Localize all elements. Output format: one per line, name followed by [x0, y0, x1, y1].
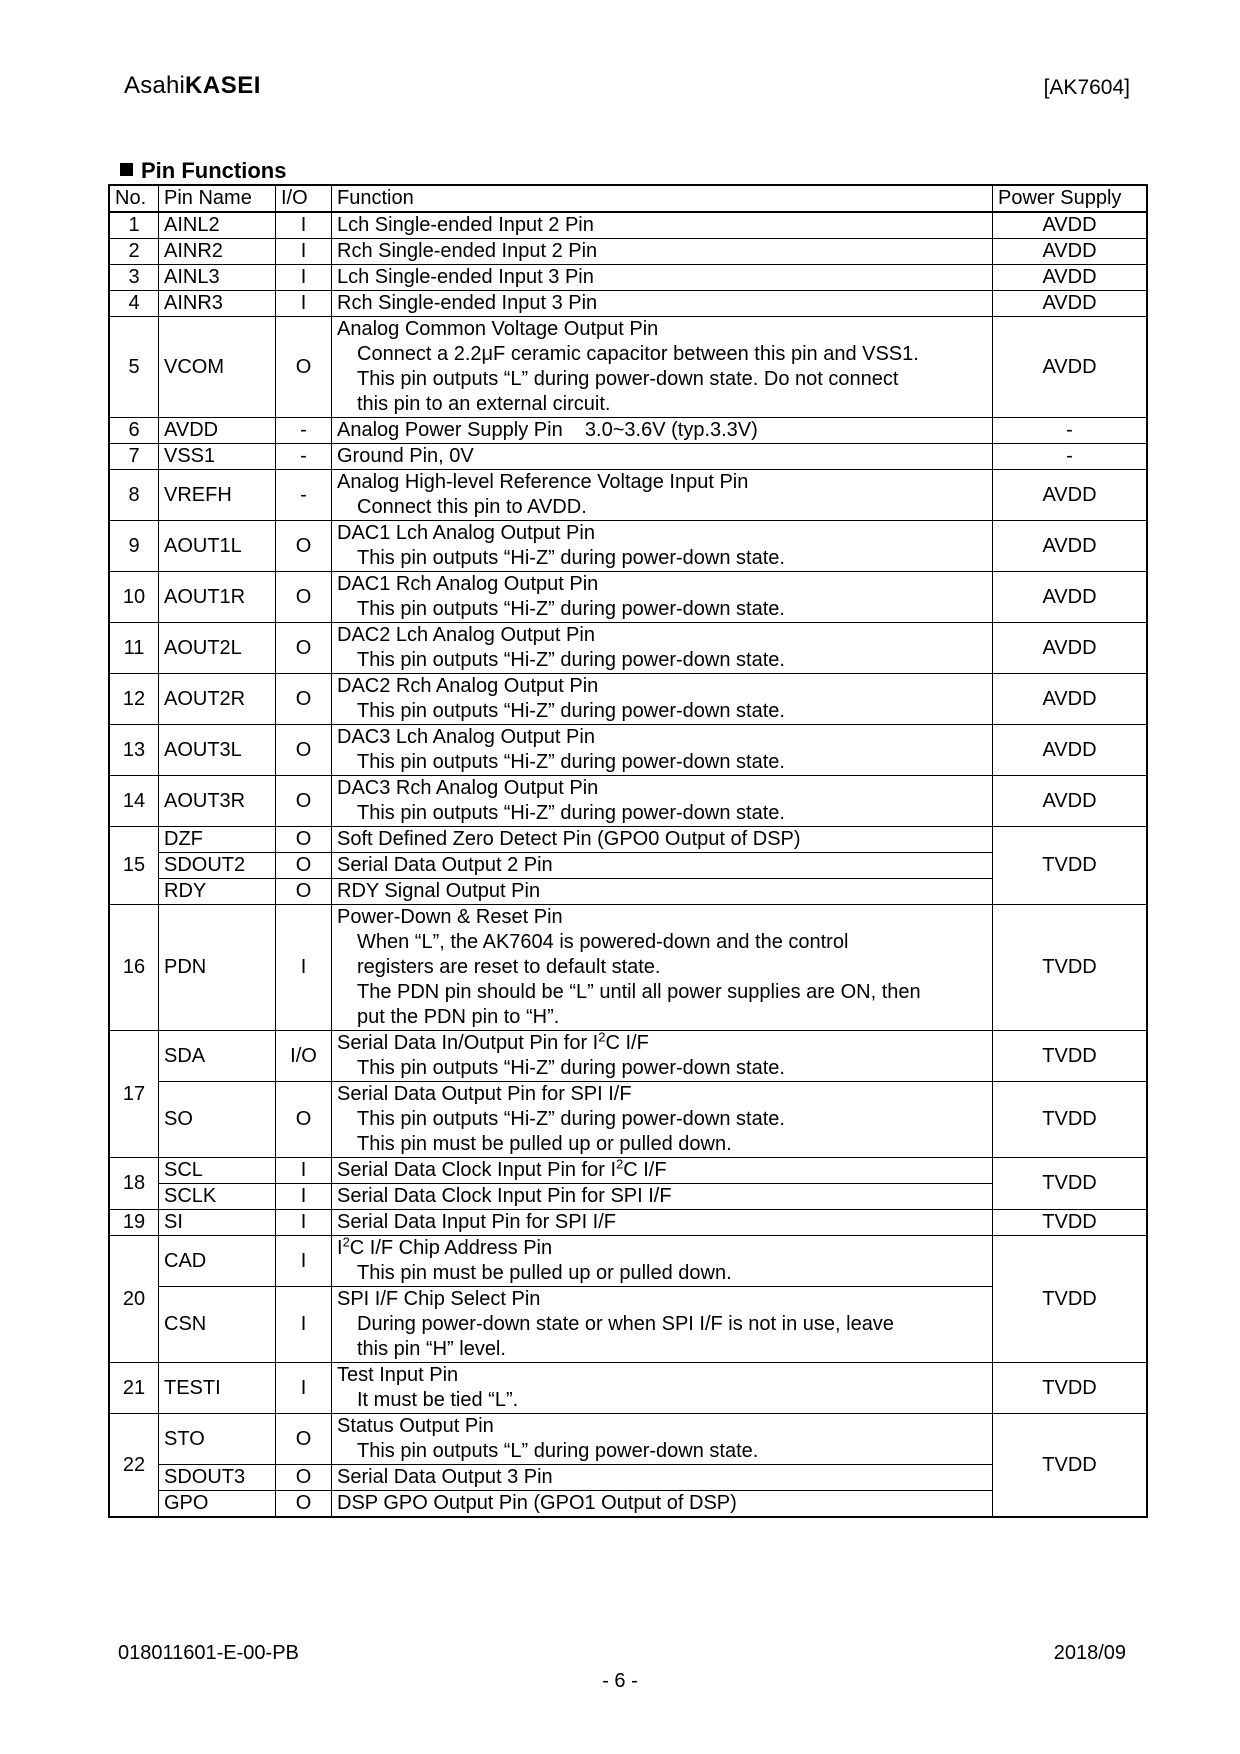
footer-date: 2018/09	[1053, 1642, 1126, 1664]
table-row: 5 VCOM O Analog Common Voltage Output Pin Connect a 2.2μF ceramic capacitor between this pin and VSS1. This pin outputs “L” during power-down state. Do not connect this pin to an external circuit. AVDD	[109, 317, 1147, 418]
function-cell: DAC1 Rch Analog Output Pin This pin outputs “Hi-Z” during power-down state.	[332, 572, 993, 623]
function-cell: Status Output Pin This pin outputs “L” during power-down state.	[332, 1414, 993, 1465]
table-row: 9 AOUT1L O DAC1 Lch Analog Output Pin This pin outputs “Hi-Z” during power-down state. AVDD	[109, 521, 1147, 572]
footer-doc-code: 018011601-E-00-PB	[118, 1642, 299, 1664]
col-no: No.	[109, 185, 159, 212]
table-row: 14 AOUT3R O DAC3 Rch Analog Output Pin This pin outputs “Hi-Z” during power-down state. AVDD	[109, 776, 1147, 827]
col-io: I/O	[276, 185, 332, 212]
table-row: SO O Serial Data Output Pin for SPI I/F This pin outputs “Hi-Z” during power-down state. This pin must be pulled up or pulled down. TVDD	[109, 1082, 1147, 1158]
table-row: 2 AINR2 I Rch Single-ended Input 2 Pin AVDD	[109, 239, 1147, 265]
table-row: 4 AINR3 I Rch Single-ended Input 3 Pin AVDD	[109, 291, 1147, 317]
table-row: 8 VREFH - Analog High-level Reference Voltage Input Pin Connect this pin to AVDD. AVDD	[109, 470, 1147, 521]
function-cell: Serial Data Clock Input Pin for $I^2C$ I/F	[332, 1158, 993, 1184]
page-number: - 6 -	[602, 1670, 638, 1692]
table-row: 1 AINL2 I Lch Single-ended Input 2 Pin AVDD	[109, 212, 1147, 239]
function-cell: DAC2 Rch Analog Output Pin This pin outputs “Hi-Z” during power-down state.	[332, 674, 993, 725]
table-row: 17 SDA I/O Serial Data In/Output Pin for $I^2C$ I/F This pin outputs “Hi-Z” during power-down state. TVDD	[109, 1031, 1147, 1082]
table-row: RDY O RDY Signal Output Pin	[109, 879, 1147, 905]
table-row: 6 AVDD - Analog Power Supply Pin 3.0~3.6V (typ.3.3V) -	[109, 418, 1147, 444]
table-row: SDOUT3 O Serial Data Output 3 Pin	[109, 1465, 1147, 1491]
section-title: Pin Functions	[120, 158, 286, 184]
table-row: 16 PDN I Power-Down & Reset Pin When “L”, the AK7604 is powered-down and the control registers are reset to default state. The PDN pin should be “L” until all power supplies are ON, then put the PDN pin to “H”. TVDD	[109, 905, 1147, 1031]
table-row: 12 AOUT2R O DAC2 Rch Analog Output Pin This pin outputs “Hi-Z” during power-down state. AVDD	[109, 674, 1147, 725]
table-row: 3 AINL3 I Lch Single-ended Input 3 Pin AVDD	[109, 265, 1147, 291]
function-cell: Test Input Pin It must be tied “L”.	[332, 1363, 993, 1414]
function-cell: Analog Common Voltage Output Pin Connect a 2.2μF ceramic capacitor between this pin and VSS1. This pin outputs “L” during power-down state. Do not connect this pin to an external circuit.	[332, 317, 993, 418]
function-cell: DAC3 Lch Analog Output Pin This pin outputs “Hi-Z” during power-down state.	[332, 725, 993, 776]
table-row: SCLK I Serial Data Clock Input Pin for SPI I/F	[109, 1184, 1147, 1210]
table-row: 7 VSS1 - Ground Pin, 0V -	[109, 444, 1147, 470]
bullet-square-icon	[120, 163, 133, 176]
col-pin-name: Pin Name	[159, 185, 276, 212]
table-row: GPO O DSP GPO Output Pin (GPO1 Output of DSP)	[109, 1491, 1147, 1518]
table-row: 11 AOUT2L O DAC2 Lch Analog Output Pin This pin outputs “Hi-Z” during power-down state. AVDD	[109, 623, 1147, 674]
table-row: 13 AOUT3L O DAC3 Lch Analog Output Pin This pin outputs “Hi-Z” during power-down state. AVDD	[109, 725, 1147, 776]
function-cell: DAC1 Lch Analog Output Pin This pin outputs “Hi-Z” during power-down state.	[332, 521, 993, 572]
table-row: SDOUT2 O Serial Data Output 2 Pin	[109, 853, 1147, 879]
table-row: 19 SI I Serial Data Input Pin for SPI I/F TVDD	[109, 1210, 1147, 1236]
function-cell: SPI I/F Chip Select Pin During power-down state or when SPI I/F is not in use, leave this pin “H” level.	[332, 1287, 993, 1363]
table-row: 15 DZF O Soft Defined Zero Detect Pin (GPO0 Output of DSP) TVDD	[109, 827, 1147, 853]
function-cell: Serial Data Output Pin for SPI I/F This pin outputs “Hi-Z” during power-down state. This pin must be pulled up or pulled down.	[332, 1082, 993, 1158]
table-row: 22 STO O Status Output Pin This pin outputs “L” during power-down state. TVDD	[109, 1414, 1147, 1465]
col-function: Function	[332, 185, 993, 212]
table-header-row	[109, 185, 1147, 212]
table-row: 18 SCL I Serial Data Clock Input Pin for $I^2C$ I/F TVDD	[109, 1158, 1147, 1184]
function-cell: $I^2C$ I/F Chip Address Pin This pin must be pulled up or pulled down.	[332, 1236, 993, 1287]
col-power-supply: Power Supply	[993, 185, 1148, 212]
function-cell: Power-Down & Reset Pin When “L”, the AK7604 is powered-down and the control registers are reset to default state. The PDN pin should be “L” until all power supplies are ON, then put the PDN pin to “H”.	[332, 905, 993, 1031]
pin-functions-table	[108, 184, 1148, 1518]
company-logo: AsahiKASEI	[124, 72, 261, 99]
table-row: 21 TESTI I Test Input Pin It must be tied “L”. TVDD	[109, 1363, 1147, 1414]
table-row: CSN I SPI I/F Chip Select Pin During power-down state or when SPI I/F is not in use, leave this pin “H” level.	[109, 1287, 1147, 1363]
function-cell: Analog High-level Reference Voltage Input Pin Connect this pin to AVDD.	[332, 470, 993, 521]
function-cell: DAC3 Rch Analog Output Pin This pin outputs “Hi-Z” during power-down state.	[332, 776, 993, 827]
document-id: [AK7604]	[1043, 76, 1130, 99]
table-row: 10 AOUT1R O DAC1 Rch Analog Output Pin This pin outputs “Hi-Z” during power-down state. AVDD	[109, 572, 1147, 623]
function-cell: DAC2 Lch Analog Output Pin This pin outputs “Hi-Z” during power-down state.	[332, 623, 993, 674]
function-cell: Serial Data In/Output Pin for $I^2C$ I/F This pin outputs “Hi-Z” during power-down state.	[332, 1031, 993, 1082]
table-row: 20 CAD I $I^2C$ I/F Chip Address Pin This pin must be pulled up or pulled down. TVDD	[109, 1236, 1147, 1287]
